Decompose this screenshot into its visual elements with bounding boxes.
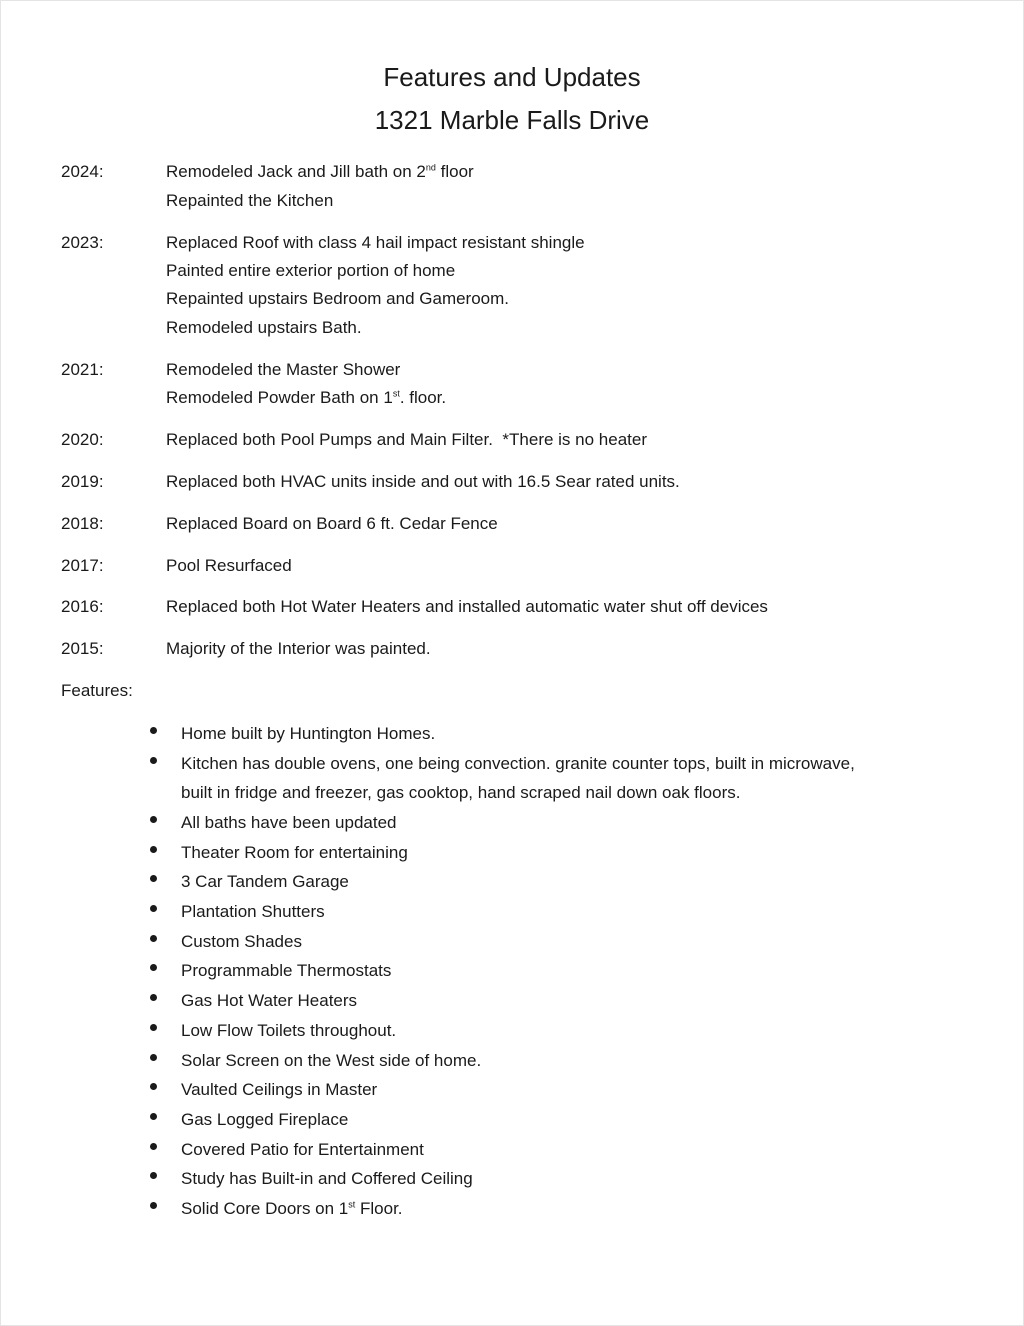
update-year: 2015:: [61, 639, 104, 658]
bullet-icon: [150, 875, 157, 882]
update-item: Painted entire exterior portion of home: [166, 261, 456, 280]
bullet-icon: [150, 994, 157, 1001]
update-year: 2024:: [61, 162, 104, 181]
update-year: 2018:: [61, 514, 104, 533]
update-item: Replaced both HVAC units inside and out with 16.5 Sear rated units.: [166, 472, 680, 491]
bullet-icon: [150, 816, 157, 823]
bullet-icon: [150, 964, 157, 971]
ordinal-superscript: st: [348, 1199, 356, 1210]
bullet-icon: [150, 1172, 157, 1179]
update-item: Remodeled Jack and Jill bath on 2nd floor: [166, 162, 474, 181]
update-item: Repainted upstairs Bedroom and Gameroom.: [166, 289, 510, 308]
update-year: 2021:: [61, 360, 104, 379]
bullet-icon: [150, 1083, 157, 1090]
page-subtitle-address: 1321 Marble Falls Drive: [374, 105, 650, 135]
bullet-icon: [150, 757, 157, 764]
features-heading: Features:: [61, 681, 133, 700]
bullet-icon: [150, 935, 157, 942]
update-year: 2016:: [61, 597, 104, 616]
update-year: 2017:: [61, 556, 104, 575]
page-title: Features and Updates: [383, 62, 641, 92]
update-year: 2023:: [61, 233, 104, 252]
update-item: Remodeled the Master Shower: [166, 360, 401, 379]
update-item: Repainted the Kitchen: [166, 191, 334, 210]
update-year: 2019:: [61, 472, 104, 491]
update-item: Replaced both Pool Pumps and Main Filter. *There is no heater: [166, 430, 647, 449]
update-item: Remodeled Powder Bath on 1st. floor.: [166, 388, 447, 407]
bullet-icon: [150, 1054, 157, 1061]
update-year: 2020:: [61, 430, 104, 449]
ordinal-superscript: st: [392, 388, 400, 399]
update-item: Replaced both Hot Water Heaters and installed automatic water shut off devices: [166, 597, 768, 616]
bullet-icon: [150, 1202, 157, 1209]
update-item: Remodeled upstairs Bath.: [166, 318, 362, 337]
update-item: Pool Resurfaced: [166, 556, 292, 575]
bullet-icon: [150, 1143, 157, 1150]
bullet-icon: [150, 727, 157, 734]
update-item: Replaced Board on Board 6 ft. Cedar Fence: [166, 514, 498, 533]
bullet-icon: [150, 905, 157, 912]
bullet-icon: [150, 1024, 157, 1031]
bullet-icon: [150, 846, 157, 853]
update-item: Replaced Roof with class 4 hail impact resistant shingle: [166, 233, 585, 252]
ordinal-superscript: nd: [425, 162, 436, 173]
bullet-icon: [150, 1113, 157, 1120]
update-item: Majority of the Interior was painted.: [166, 639, 431, 658]
